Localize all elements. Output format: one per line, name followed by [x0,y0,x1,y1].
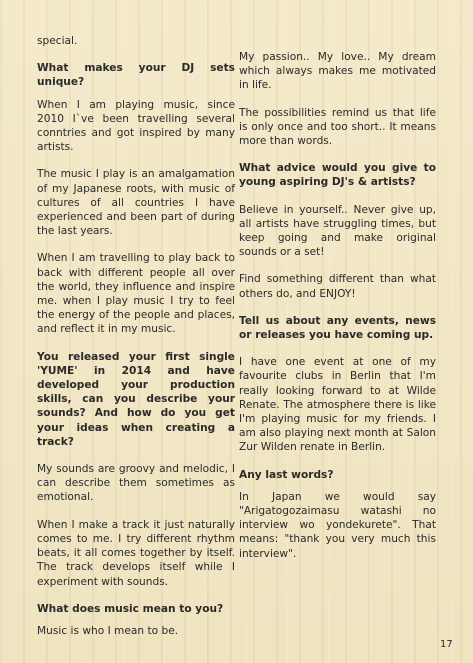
left-column [37,34,235,651]
page-number: 17 [440,639,453,650]
question-dj-sets-unique: What makes your DJ sets unique? [37,62,235,89]
answer-groovy-melodic: My sounds are groovy and melodic, I can describe them sometimes as emotional. [37,463,235,504]
answer-possibilities: The possibilities remind us that life is only once and too short.. It means more than words. [239,106,436,148]
paragraph-special: special. [37,35,78,47]
answer-believe-in-yourself: Believe in yourself.. Never give up, all artists have struggling times, but keep going and make original sounds or a set! [239,203,436,259]
question-events-news: Tell us about any events, news or releases you have coming up. [239,314,436,342]
answer-back-to-back: When I am travelling to play back to back with different people all over the world, they influence and inspire me. when I play music I try to feel the energy of the people and places, and reflect it in my music. [37,252,235,336]
answer-find-something-different: Find something different than what others do, and ENJOY! [239,273,436,300]
answer-music-is-who: Music is who I mean to be. [37,624,179,637]
answer-make-a-track: When I make a track it just naturally comes to me. I try different rhythm beats, it all comes together by itself. The track develops itself while I experiment with sounds. [37,518,235,588]
answer-arigatogozaimasu: In Japan we would say "Arigatogozaimasu watashi no interview wo yondekurete". That means: "thank you very much this interview". [239,490,436,560]
question-last-words: Any last words? [239,468,334,481]
answer-amalgamation: The music I play is an amalgamation of my Japanese roots, with music of cultures of all countries I have experienced and been part of during the last years. [37,168,235,238]
answer-my-passion: My passion.. My love.. My dream which always makes me motivated in life. [239,51,436,92]
answer-wilde-renate: I have one event at one of my favourite clubs in Berlin that I'm really looking forward to at Wilde Renate. The atmosphere there is like I'm playing music for my friends. I am also playing next month at Salon Zur Wilden renate in Berlin. [239,356,436,454]
right-column [239,50,436,574]
question-yume-single: You released your first single 'YUME' in 2014 and have developed your production skills, can you describe your sounds? And how do you get your ideas when creating a track? [37,350,235,448]
question-advice: What advice would you give to young aspiring DJ's & artists? [239,162,436,189]
answer-travelling-since-2010: When I am playing music, since 2010 I`ve been travelling several conntries and got inspired by many artists. [37,98,235,154]
question-music-mean: What does music mean to you? [37,602,224,615]
